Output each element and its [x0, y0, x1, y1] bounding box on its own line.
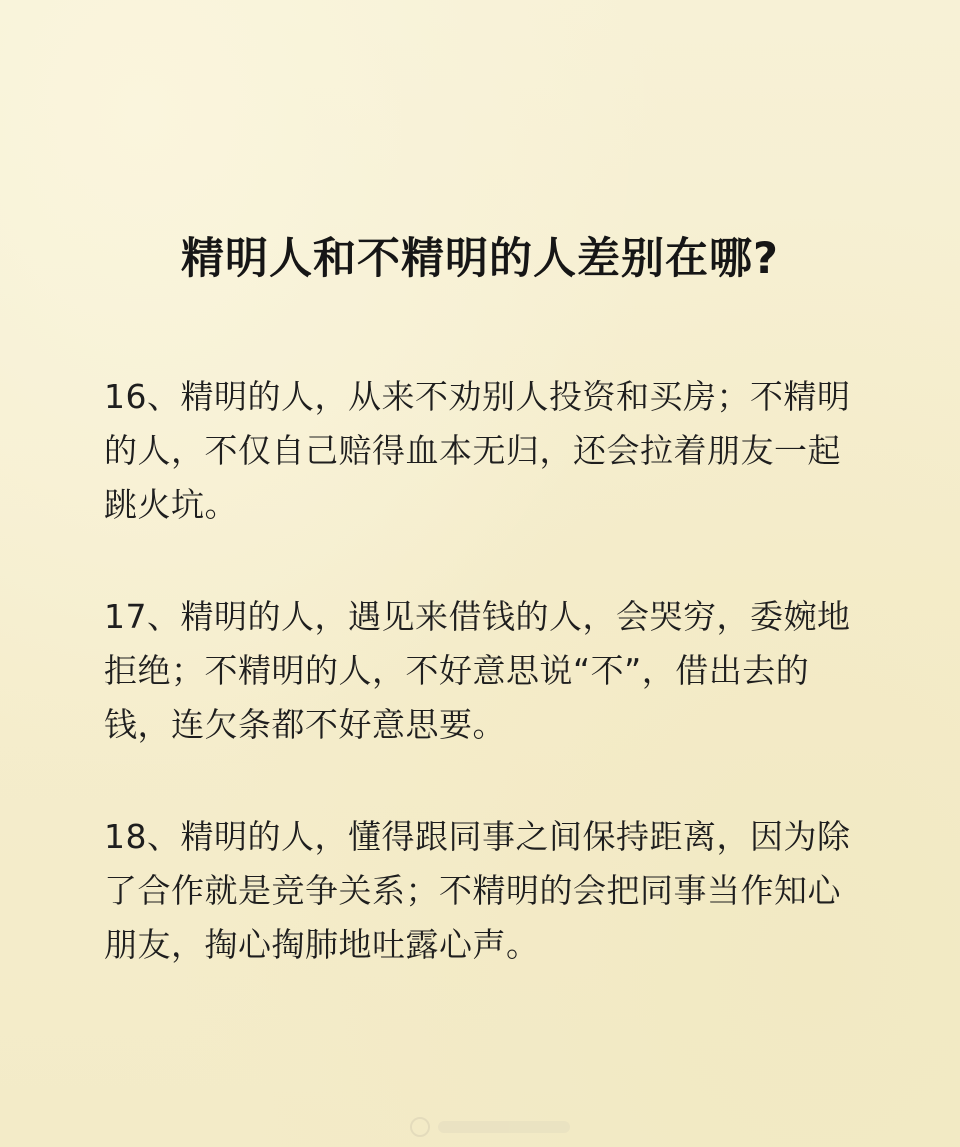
page-title: 精明人和不精明的人差别在哪?: [181, 233, 779, 284]
list-item: 16、精明的人，从来不劝别人投资和买房；不精明的人，不仅自己赔得血本无归，还会拉着朋友一起跳火坑。: [104, 377, 851, 524]
article-body: [104, 370, 864, 972]
watermark: [410, 1116, 570, 1138]
watermark-logo-icon: [410, 1117, 430, 1137]
list-item: 18、精明的人，懂得跟同事之间保持距离，因为除了合作就是竞争关系；不精明的会把同事当作知心朋友，掏心掏肺地吐露心声。: [104, 817, 851, 964]
list-item: 17、精明的人，遇见来借钱的人，会哭穷，委婉地拒绝；不精明的人，不好意思说“不”，借出去的钱，连欠条都不好意思要。: [104, 597, 851, 744]
watermark-text-blur: [438, 1121, 570, 1133]
